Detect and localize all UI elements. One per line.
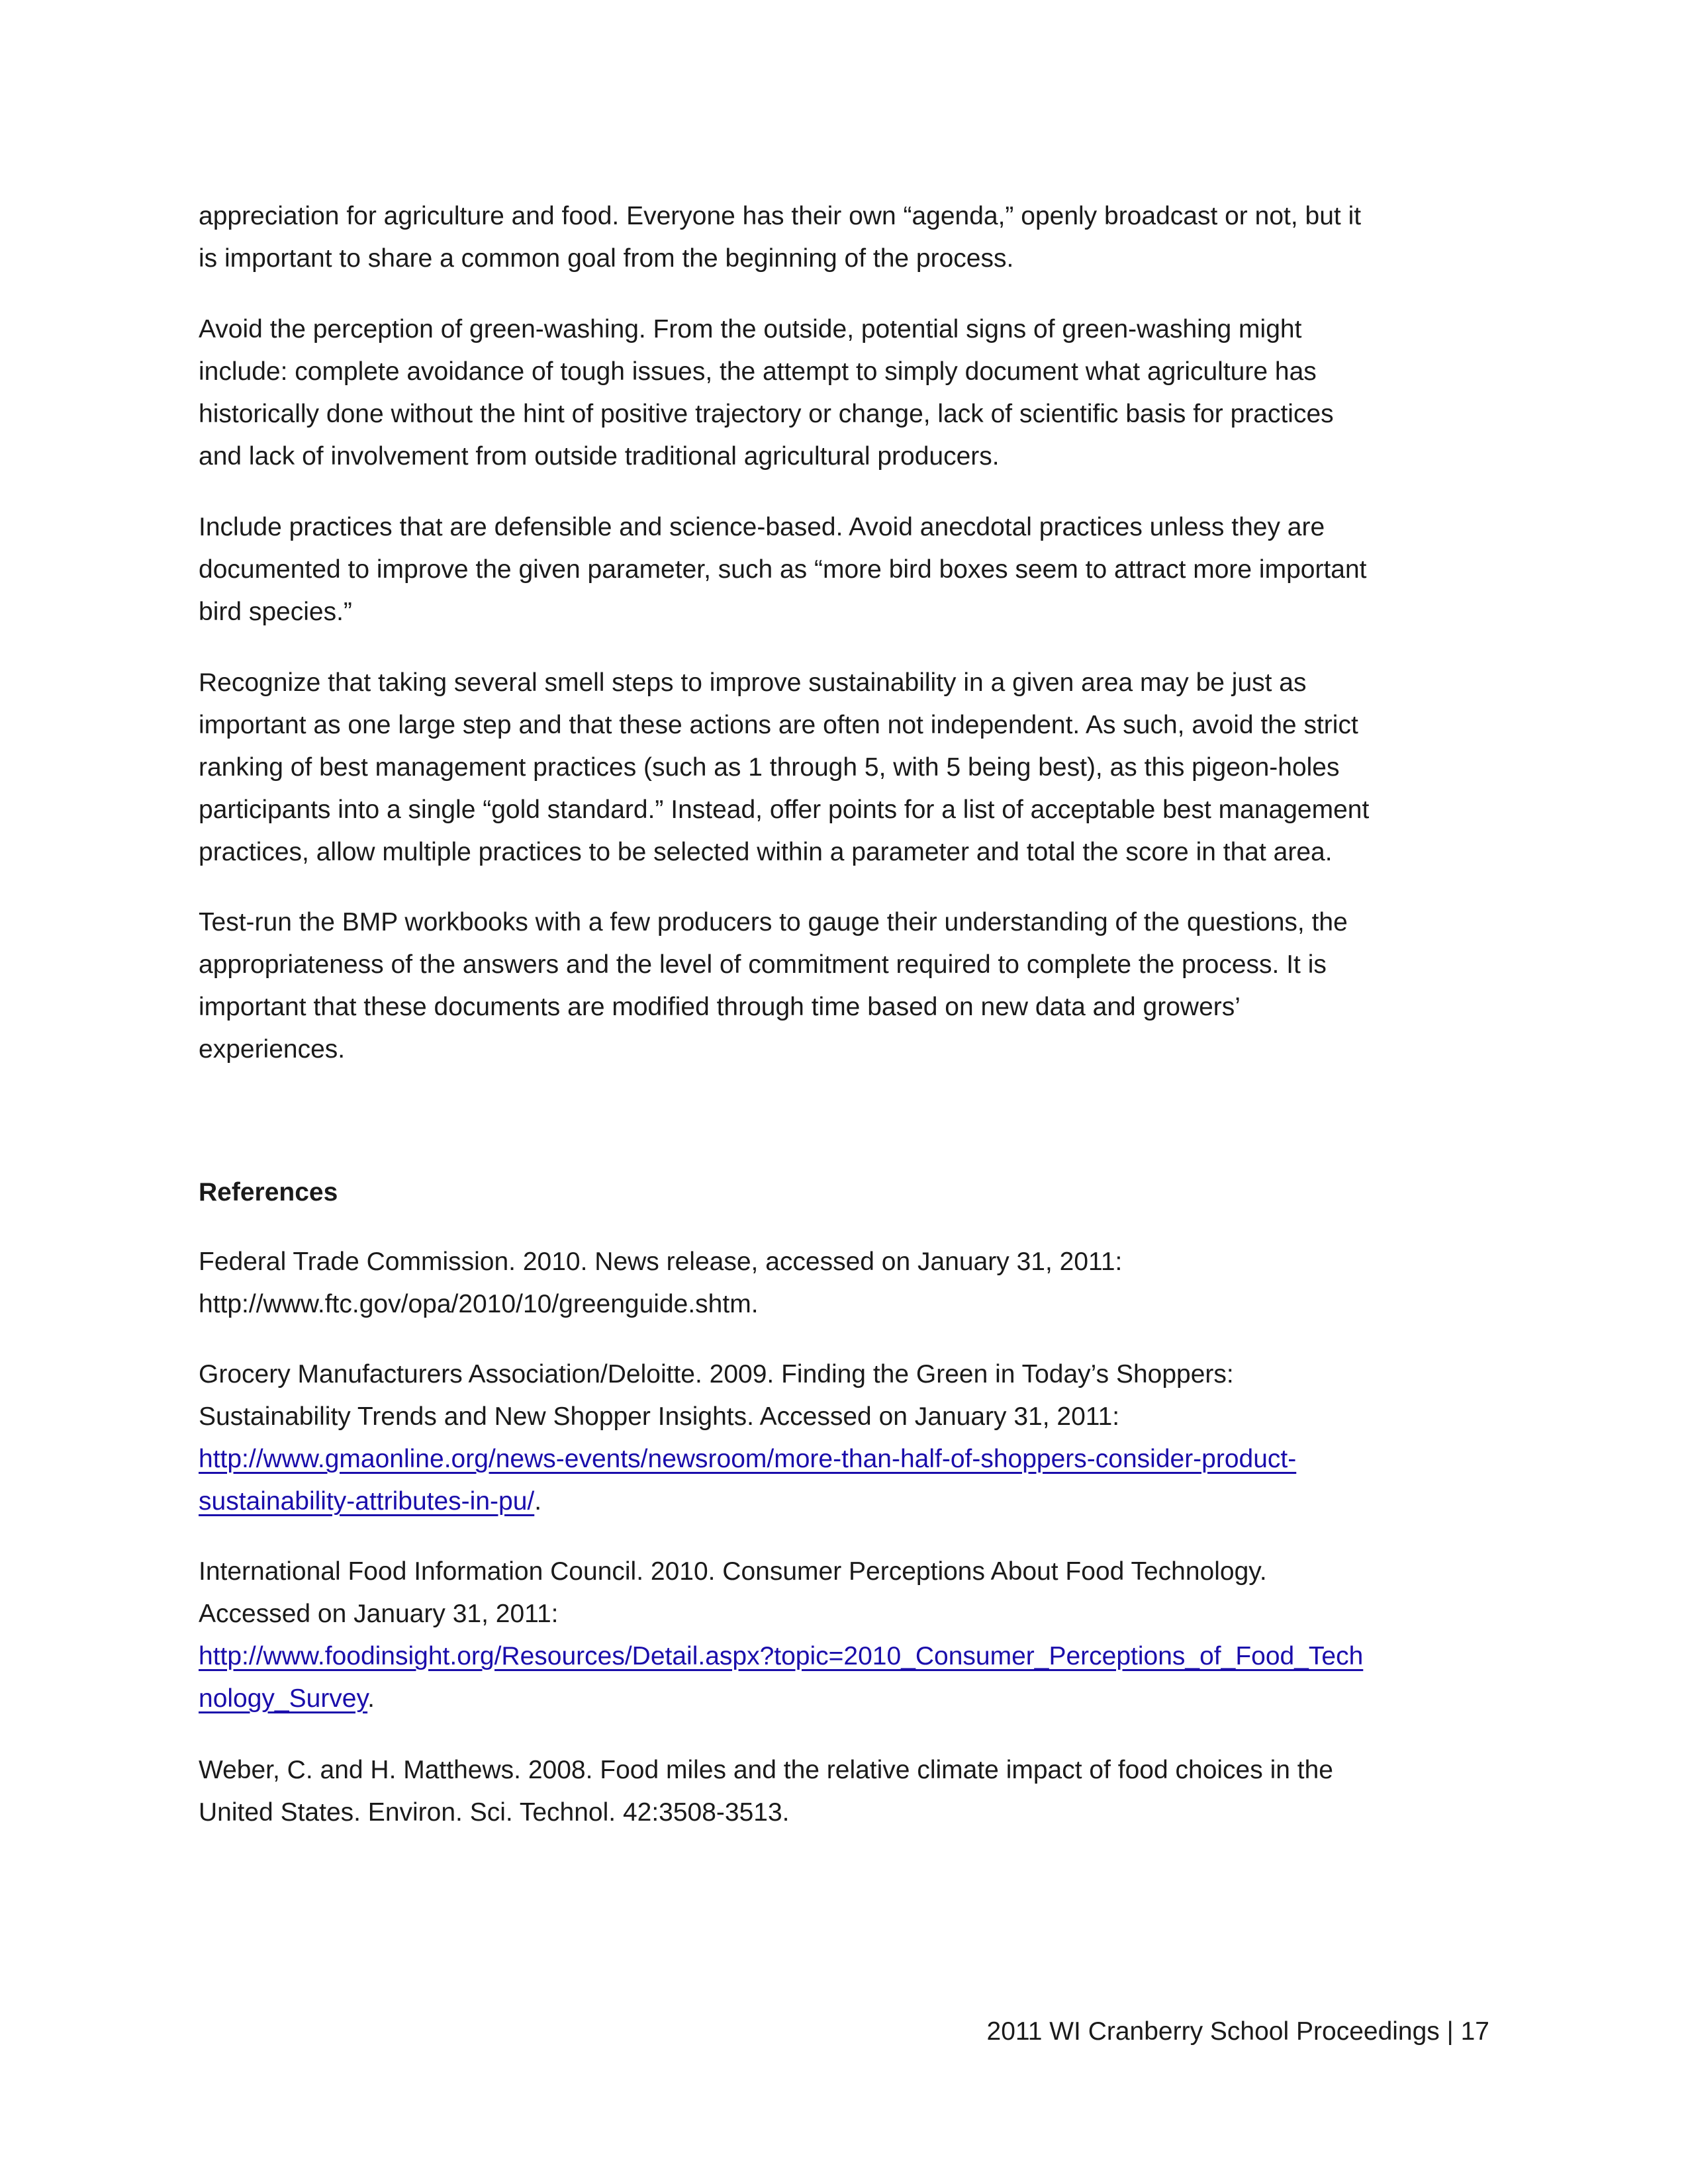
text-line: important as one large step and that these actions are often not independent. As such, avoid the strict bbox=[199, 711, 1358, 739]
reference-link-line bbox=[199, 1678, 1489, 1720]
reference-line: Weber, C. and H. Matthews. 2008. Food miles and the relative climate impact of food choices in the bbox=[199, 1756, 1333, 1784]
paragraph-science-based bbox=[199, 506, 1489, 633]
text-line: and lack of involvement from outside traditional agricultural producers. bbox=[199, 442, 1000, 471]
text-line: Include practices that are defensible and science-based. Avoid anecdotal practices unless they are bbox=[199, 513, 1325, 541]
text-line: important that these documents are modified through time based on new data and growers’ bbox=[199, 993, 1241, 1021]
gmaonline-link-continued[interactable]: sustainability-attributes-in-pu/ bbox=[199, 1487, 535, 1516]
text-line: experiences. bbox=[199, 1035, 346, 1064]
reference-line: Sustainability Trends and New Shopper Insights. Accessed on January 31, 2011: bbox=[199, 1402, 1120, 1431]
reference-weber-matthews bbox=[199, 1749, 1489, 1834]
paragraph-small-steps bbox=[199, 662, 1489, 874]
text-line: is important to share a common goal from the beginning of the process. bbox=[199, 244, 1014, 273]
gmaonline-link[interactable]: http://www.gmaonline.org/news-events/newsroom/more-than-half-of-shoppers-consider-product- bbox=[199, 1445, 1297, 1473]
text-line: appreciation for agriculture and food. Everyone has their own “agenda,” openly broadcast or not, but it bbox=[199, 202, 1362, 230]
text-line: participants into a single “gold standard.” Instead, offer points for a list of acceptable best management bbox=[199, 796, 1370, 824]
link-trailing-period: . bbox=[534, 1487, 542, 1516]
paragraph-test-run bbox=[199, 901, 1489, 1071]
text-line: include: complete avoidance of tough issues, the attempt to simply document what agriculture has bbox=[199, 357, 1317, 386]
paragraph-green-washing bbox=[199, 308, 1489, 478]
reference-line: Accessed on January 31, 2011: bbox=[199, 1600, 559, 1628]
reference-gma-deloitte bbox=[199, 1353, 1489, 1523]
text-line: Avoid the perception of green-washing. From the outside, potential signs of green-washing might bbox=[199, 315, 1302, 343]
foodinsight-link[interactable]: http://www.foodinsight.org/Resources/Detail.aspx?topic=2010_Consumer_Perceptions_of_Food_Tech bbox=[199, 1642, 1364, 1670]
reference-line: Grocery Manufacturers Association/Deloitte. 2009. Finding the Green in Today’s Shoppers: bbox=[199, 1360, 1234, 1388]
text-line: bird species.” bbox=[199, 598, 352, 626]
text-line: documented to improve the given parameter, such as “more bird boxes seem to attract more important bbox=[199, 555, 1367, 584]
reference-line: United States. Environ. Sci. Technol. 42:3508-3513. bbox=[199, 1798, 790, 1827]
link-trailing-period: . bbox=[367, 1684, 375, 1713]
reference-link-line bbox=[199, 1635, 1489, 1678]
text-line: historically done without the hint of positive trajectory or change, lack of scientific basis for practices bbox=[199, 400, 1334, 428]
reference-link-line bbox=[199, 1438, 1489, 1480]
text-line: appropriateness of the answers and the level of commitment required to complete the process. It is bbox=[199, 950, 1327, 979]
reference-ftc bbox=[199, 1241, 1489, 1326]
reference-ific bbox=[199, 1551, 1489, 1720]
references-heading: References bbox=[199, 1178, 338, 1206]
text-line: practices, allow multiple practices to be selected within a parameter and total the score in that area. bbox=[199, 838, 1333, 866]
page-footer: 2011 WI Cranberry School Proceedings | 17 bbox=[986, 2017, 1489, 2046]
reference-line: http://www.ftc.gov/opa/2010/10/greenguide.shtm. bbox=[199, 1290, 759, 1318]
paragraph-agenda bbox=[199, 195, 1489, 280]
foodinsight-link-continued[interactable]: nology_Survey bbox=[199, 1684, 368, 1713]
reference-link-line bbox=[199, 1480, 1489, 1523]
reference-line: Federal Trade Commission. 2010. News release, accessed on January 31, 2011: bbox=[199, 1248, 1123, 1276]
reference-line: International Food Information Council. 2010. Consumer Perceptions About Food Technology. bbox=[199, 1557, 1267, 1586]
text-line: Test-run the BMP workbooks with a few producers to gauge their understanding of the questions, the bbox=[199, 908, 1348, 936]
text-line: ranking of best management practices (such as 1 through 5, with 5 being best), as this pigeon-holes bbox=[199, 753, 1340, 782]
text-line: Recognize that taking several smell steps to improve sustainability in a given area may be just as bbox=[199, 668, 1307, 697]
